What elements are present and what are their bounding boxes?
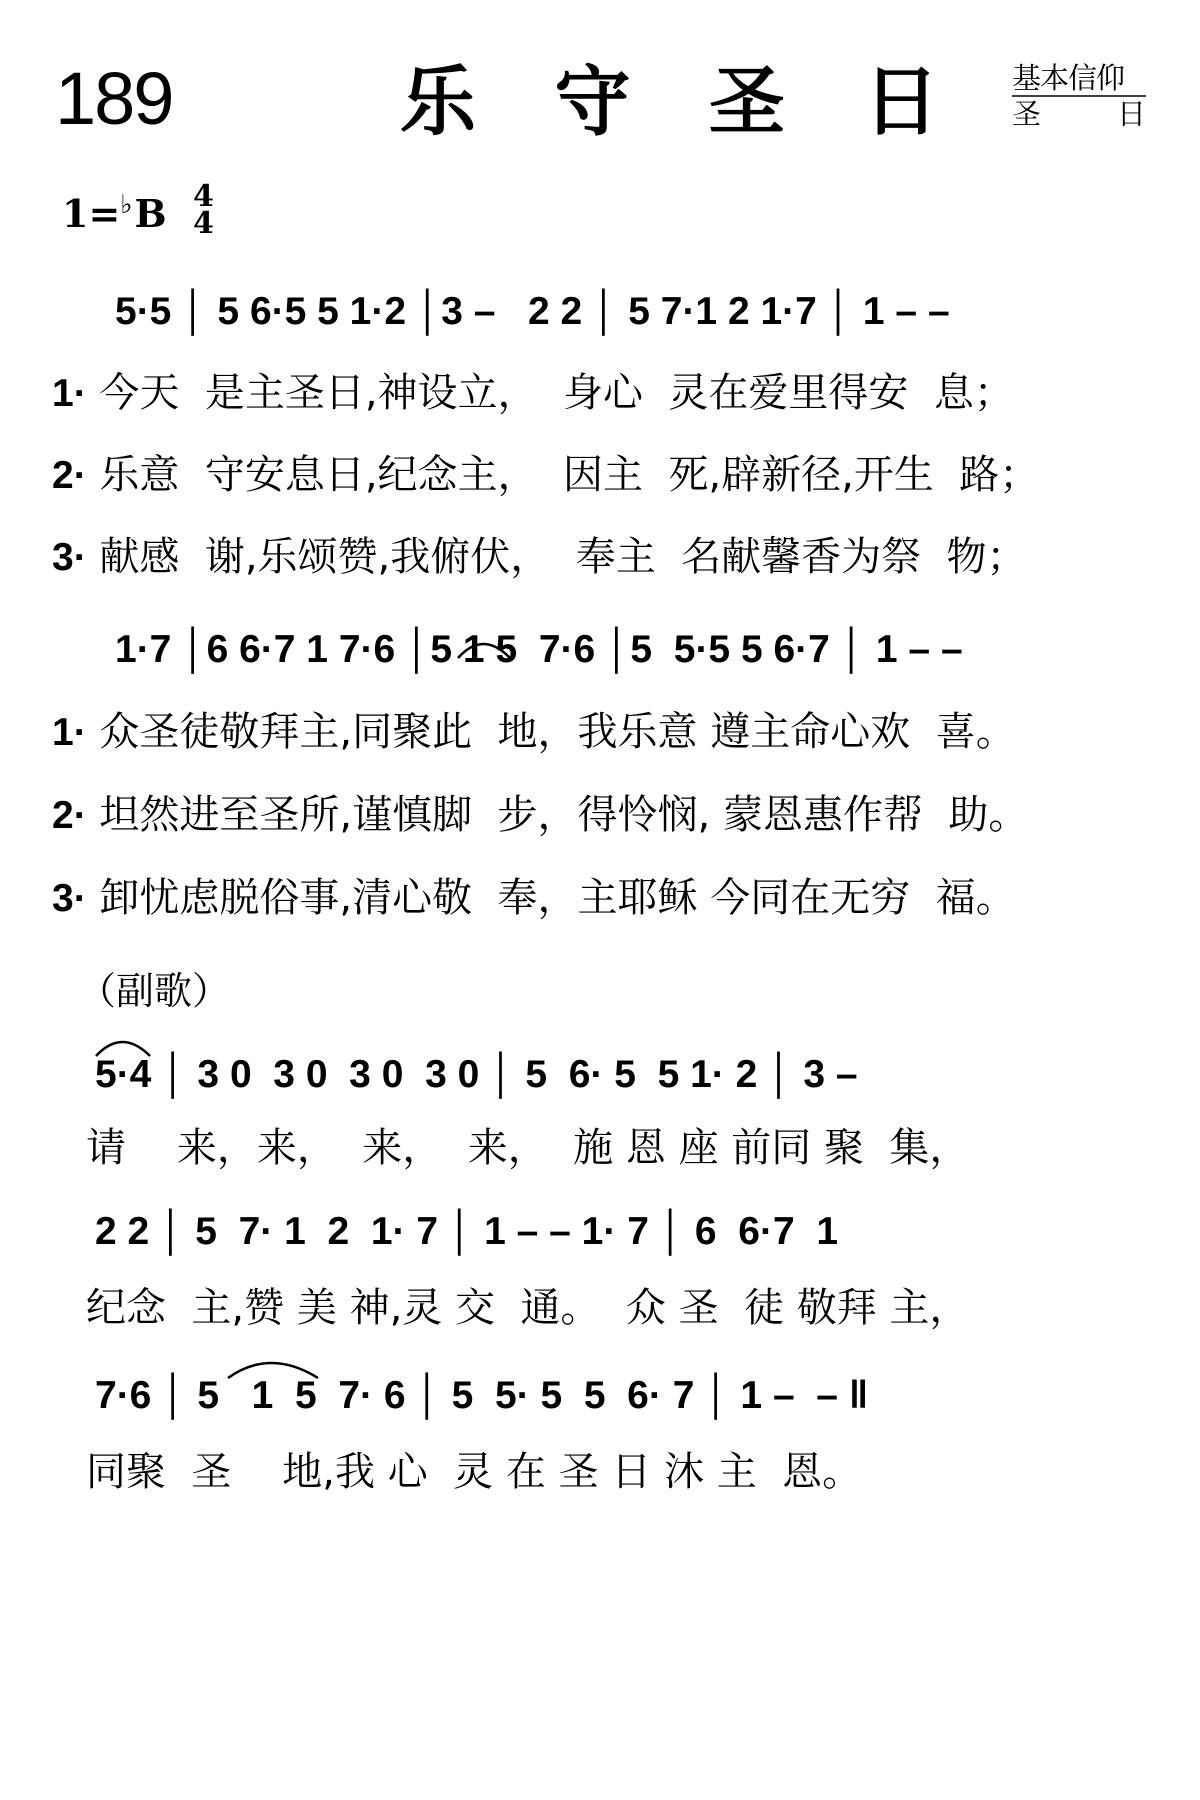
lyric-text: 乐意 守安息日,纪念主， 因主 死,辟新径,开生 路； (99, 452, 1040, 498)
lyric-text: 众圣徒敬拜主,同聚此 地，我乐意 遵主命心欢 喜。 (99, 709, 1016, 755)
lyric-text: 同聚 圣 地,我 心 灵 在 圣 日 沐 主 恩。 (86, 1449, 863, 1495)
time-signature-bottom: 4 (193, 206, 214, 241)
notation-line-3: 5·4 │ 3 0 3 0 3 0 3 0 │ 5 6· 5 5 1· 2 │ 3 – (95, 1053, 858, 1096)
slur-tie (228, 1363, 318, 1378)
lyric-text: 纪念 主,赞 美 神,灵 交 通。 众 圣 徒 敬拜 主， (86, 1285, 970, 1331)
chorus-label: （副歌） (78, 969, 231, 1013)
notation-line-2: 1·7 │6 6·7 1 7·6 │5 1 5 7·6 │5 5·5 5 6·7 │ 1 – – (115, 628, 963, 671)
key-note: B (134, 191, 167, 236)
hymn-title: 乐 守 圣 日 (400, 57, 966, 146)
hymn-number: 189 (55, 57, 173, 140)
slur-tie (96, 1042, 150, 1056)
verse-number: 2· (52, 454, 87, 497)
lyric-text: 献感 谢,乐颂赞,我俯伏， 奉主 名献馨香为祭 物； (99, 534, 1027, 580)
verse-number: 3· (52, 877, 87, 920)
subcategory-left: 圣 (1012, 97, 1042, 131)
verse-number: 1· (52, 711, 87, 754)
notation-line-1: 5·5 │ 5 6·5 5 1·2 │3 – 2 2 │ 5 7·1 2 1·7 │ 1 – – (115, 290, 950, 333)
key-prefix: 1= (62, 191, 121, 236)
notation-line-4: 2 2 │ 5 7· 1 2 1· 7 │ 1 – – 1· 7 │ 6 6·7 1 (95, 1210, 839, 1253)
subcategory-right: 日 (1116, 97, 1146, 131)
lyric-text: 请 来，来， 来， 来， 施 恩 座 前同 聚 集， (86, 1125, 970, 1171)
verse-number: 2· (52, 794, 87, 837)
verse-number: 3· (52, 536, 87, 579)
verse-number: 1· (52, 372, 87, 415)
notation-line-5: 7·6 │ 5 1 5 7· 6 │ 5 5· 5 5 6· 7 │ 1 – – ‖ (95, 1374, 869, 1417)
lyric-text: 坦然进至圣所,谨慎脚 步，得怜悯, 蒙恩惠作帮 助。 (99, 792, 1029, 838)
category-label: 基本信仰 (1012, 61, 1125, 95)
slur-tie (458, 644, 510, 658)
lyric-text: 今天 是主圣日,神设立， 身心 灵在爱里得安 息； (99, 370, 1014, 416)
lyric-text: 卸忧虑脱俗事,清心敬 奉，主耶稣 今同在无穷 福。 (99, 875, 1016, 921)
time-signature-top: 4 (193, 179, 214, 214)
flat-symbol: ♭ (120, 190, 133, 220)
